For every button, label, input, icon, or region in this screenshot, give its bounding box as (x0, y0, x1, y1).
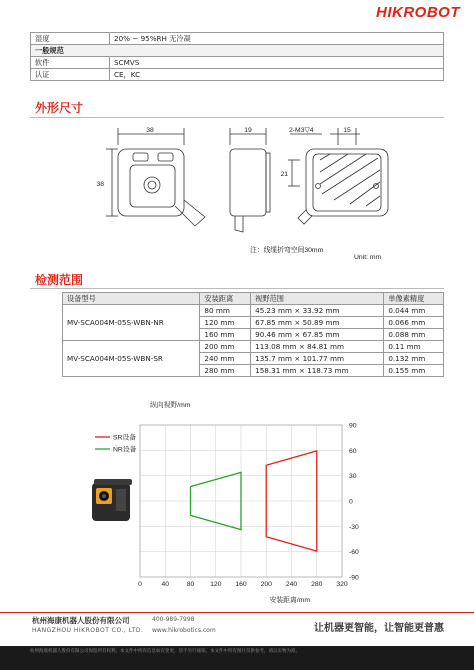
model-name: MV-SCA004M-05S-WBN-NR (63, 305, 200, 341)
x-tick-label: 160 (235, 581, 247, 588)
chart-ylabel: 纵向视野/mm (150, 402, 191, 409)
product-image (88, 475, 138, 525)
y-tick-label: -90 (349, 574, 359, 582)
detection-cell: 113.08 mm × 84.81 mm (251, 341, 384, 353)
footer-website[interactable]: www.hikrobotics.com (152, 627, 216, 634)
back-view (288, 128, 388, 224)
detection-row (63, 305, 444, 317)
detection-cell: 0.066 mm (384, 317, 444, 329)
dimension-note: 注：线缆折弯空间30mm (250, 247, 324, 254)
section-divider (30, 288, 444, 289)
footer-phone: 400-989-7998 (152, 616, 195, 623)
detection-cell: 200 mm (200, 341, 251, 353)
spec-value: SCMVS (110, 57, 444, 69)
footer-slogan: 让机器更智能，让智能更普惠 (314, 623, 444, 634)
y-tick-label: 0 (349, 498, 353, 506)
spec-row (31, 69, 444, 81)
detection-header: 安装距离 (200, 293, 251, 305)
unit-label: Unit: mm (354, 254, 382, 261)
spec-value: 20% ~ 95%RH 无冷凝 (110, 33, 444, 45)
detection-cell: 160 mm (200, 329, 251, 341)
x-tick-label: 0 (138, 581, 142, 588)
x-tick-label: 280 (311, 581, 323, 588)
detection-cell: 158.31 mm × 118.73 mm (251, 365, 384, 377)
detection-cell: 120 mm (200, 317, 251, 329)
spec-group-label: 一般规范 (31, 45, 444, 57)
detection-table (62, 292, 444, 377)
y-tick-label: 90 (349, 422, 357, 430)
detection-cell: 0.132 mm (384, 353, 444, 365)
front-view (106, 128, 205, 226)
brand-logo: HIKROBOT (376, 4, 460, 21)
dimension-drawing (30, 120, 444, 265)
detection-cell: 135.7 mm × 101.77 mm (251, 353, 384, 365)
x-tick-label: 320 (336, 581, 348, 588)
spec-value: CE，KC (110, 69, 444, 81)
section-title-dimensions: 外形尺寸 (35, 101, 84, 115)
detection-header: 设备型号 (63, 293, 200, 305)
footer-company: 杭州海康机器人股份有限公司 (32, 616, 130, 625)
spec-label: 湿度 (31, 33, 110, 45)
detection-cell: 0.044 mm (384, 305, 444, 317)
front-width-label: 38 (146, 127, 154, 134)
x-tick-label: 240 (285, 581, 298, 588)
y-tick-label: -30 (349, 523, 359, 531)
detection-cell: 280 mm (200, 365, 251, 377)
detection-cell: 45.23 mm × 33.92 mm (251, 305, 384, 317)
model-name: MV-SCA004M-05S-WBN-SR (63, 341, 200, 377)
back-height-label: 21 (280, 171, 288, 178)
chart-xlabel: 安装距离/mm (269, 597, 310, 604)
detection-header: 视野范围 (251, 293, 384, 305)
footer-disclaimer: 杭州海康机器人股份有限公司保留所有权利。本文件中所有信息如有变更，恕不另行通知。本文件中所有图片仅供参考，请以实物为准。 (0, 646, 474, 670)
chart-ticks (138, 423, 359, 589)
front-height-label: 38 (96, 181, 104, 188)
spec-table (30, 32, 444, 81)
footer-divider (0, 612, 474, 613)
section-divider (30, 117, 444, 118)
x-tick-label: 200 (260, 581, 272, 588)
detection-row (63, 341, 444, 353)
side-view (230, 128, 270, 232)
detection-cell: 0.088 mm (384, 329, 444, 341)
detection-cell: 67.85 mm × 50.89 mm (251, 317, 384, 329)
thread-label: 2-M3▽4 (289, 127, 314, 134)
footer-company-en: HANGZHOU HIKROBOT CO., LTD. (32, 627, 144, 634)
section-title-detection: 检测范围 (35, 273, 84, 287)
y-tick-label: 30 (349, 473, 357, 481)
spec-row (31, 33, 444, 45)
detection-cell: 90.46 mm × 67.85 mm (251, 329, 384, 341)
detection-cell: 80 mm (200, 305, 251, 317)
side-depth-label: 19 (244, 127, 252, 134)
detection-header-row (63, 293, 444, 305)
back-spacing-label: 15 (343, 127, 351, 134)
detection-cell: 0.155 mm (384, 365, 444, 377)
x-tick-label: 40 (161, 581, 170, 588)
spec-row (31, 45, 444, 57)
chart-legend (95, 433, 137, 454)
legend-label: NR设备 (113, 446, 137, 454)
detection-header: 单像素精度 (384, 293, 444, 305)
spec-label: 软件 (31, 57, 110, 69)
detection-cell: 0.11 mm (384, 341, 444, 353)
x-tick-label: 120 (210, 581, 222, 588)
y-tick-label: 60 (349, 447, 357, 455)
spec-label: 认证 (31, 69, 110, 81)
spec-row (31, 57, 444, 69)
y-tick-label: -60 (349, 549, 359, 557)
detection-cell: 240 mm (200, 353, 251, 365)
legend-label: SR设备 (113, 434, 137, 442)
x-tick-label: 80 (186, 581, 195, 588)
